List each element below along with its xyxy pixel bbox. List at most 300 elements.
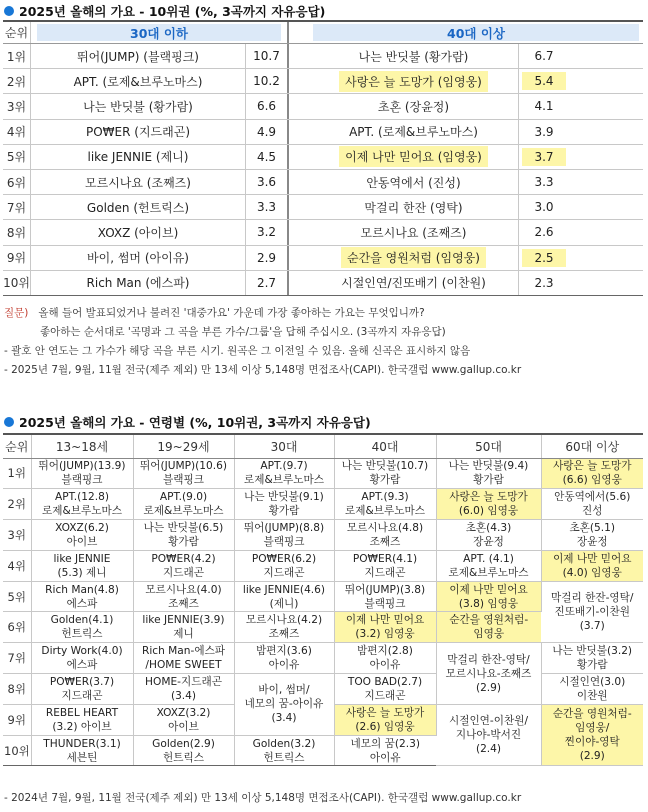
cell-line: 나는 반딧불(9.4) bbox=[448, 460, 529, 473]
cell-line: HOME-지드래곤 bbox=[145, 675, 222, 688]
bullet-icon bbox=[4, 6, 14, 16]
rank-cell: 6위 bbox=[3, 612, 31, 643]
cell-30s bbox=[234, 581, 334, 612]
cell-line: 뛰어(JUMP)(13.9) bbox=[38, 460, 126, 473]
cell-line: 조째즈 bbox=[268, 628, 300, 641]
cell-line: (2.4) bbox=[475, 743, 502, 756]
song-cell-40s-over bbox=[309, 44, 519, 68]
cell-line: 초혼(4.3) bbox=[465, 521, 512, 534]
cell-line: 이찬원 bbox=[576, 689, 608, 702]
age-group-header: 40대 bbox=[334, 434, 436, 458]
song-cell-40s-over bbox=[309, 170, 519, 194]
column-gap bbox=[289, 220, 309, 244]
cell-60s-over bbox=[541, 581, 643, 643]
cell-line: (3.4) bbox=[271, 712, 297, 725]
cell-line: 지드래곤 bbox=[263, 566, 305, 579]
cell-19-29 bbox=[133, 489, 234, 520]
cell-line: 나는 반딧불(3.2) bbox=[552, 645, 633, 658]
cell-line: 지드래곤 bbox=[61, 689, 103, 702]
cell-line: (3.2) 아이브 bbox=[52, 720, 112, 733]
cell-50s bbox=[436, 489, 541, 520]
rank-cell: 8위 bbox=[3, 220, 31, 244]
cell-line: XOXZ(6.2) bbox=[55, 521, 109, 534]
cell-13-18 bbox=[31, 674, 133, 705]
cell-line: Rich Man(4.8) bbox=[45, 583, 119, 596]
cell-line: 사랑은 늘 도망가 bbox=[449, 491, 528, 504]
cell-line: (6.6) 임영웅 bbox=[562, 474, 622, 487]
song-text: 나는 반딧불 (황가람) bbox=[358, 49, 469, 64]
cell-line: APT.(9.7) bbox=[260, 460, 308, 473]
cell-19-29 bbox=[133, 550, 234, 581]
age-group-header: 19~29세 bbox=[133, 434, 234, 458]
song-text: 모르시나요 (조째즈) bbox=[360, 225, 467, 240]
cell-line: 에스파 bbox=[66, 597, 98, 610]
note-line-2: - 2025년 7월, 9월, 11월 전국(제주 제외) 만 13세 이상 5,148명 면접조사(CAPI). 한국갤럽 www.gallup.co.kr bbox=[4, 364, 522, 376]
cell-line: (3.8) 임영웅 bbox=[458, 597, 519, 610]
cell-line: (3.2) 임영웅 bbox=[355, 628, 415, 641]
cell-30s bbox=[234, 489, 334, 520]
song-cell-40s-over bbox=[309, 271, 519, 295]
question-label: 질문) bbox=[4, 307, 29, 319]
cell-line: APT.(9.3) bbox=[361, 491, 409, 504]
cell-line: Rich Man-에스파 bbox=[141, 645, 226, 658]
cell-line: 모르시나요(4.0) bbox=[145, 583, 222, 596]
cell-line: PO₩ER(4.1) bbox=[352, 552, 418, 565]
song-cell-30s-under: XOXZ (아이브) bbox=[31, 220, 246, 244]
table-row bbox=[3, 220, 643, 245]
percent-cell-40s-over bbox=[519, 170, 569, 194]
cell-line: 모르시나요(4.2) bbox=[245, 614, 323, 627]
column-gap bbox=[289, 94, 309, 118]
age-group-header: 30대 bbox=[234, 434, 334, 458]
cell-line: 아이유 bbox=[268, 659, 300, 672]
cell-line: 시절인연(3.0) bbox=[559, 675, 626, 688]
top10-table-body bbox=[3, 44, 643, 296]
cell-60s-over bbox=[541, 643, 643, 674]
cell-13-18 bbox=[31, 550, 133, 581]
cell-line: 모르시나요(4.8) bbox=[346, 521, 424, 534]
cell-line: like JENNIE(4.6) bbox=[242, 583, 326, 596]
cell-30s bbox=[234, 735, 334, 766]
cell-line: 임영웅 bbox=[473, 628, 505, 641]
column-gap bbox=[289, 69, 309, 93]
cell-line: (제니) bbox=[269, 597, 299, 610]
percent-cell-30s-under: 3.6 bbox=[246, 170, 289, 194]
cell-line: 순간을 영원처럼- bbox=[449, 614, 529, 627]
rank-cell: 10위 bbox=[3, 735, 31, 766]
cell-40s bbox=[334, 458, 436, 489]
song-cell-30s-under: like JENNIE (제니) bbox=[31, 145, 246, 169]
cell-line: 뛰어(JUMP)(10.6) bbox=[140, 460, 227, 473]
table-row bbox=[3, 550, 643, 581]
rank-cell: 5위 bbox=[3, 145, 31, 169]
cell-line: 지드래곤 bbox=[364, 566, 406, 579]
song-text: 시절인연/진또배기 (이찬원) bbox=[341, 276, 486, 291]
cell-50s bbox=[436, 704, 541, 766]
cell-line: 뛰어(JUMP)(8.8) bbox=[243, 521, 325, 534]
percent-cell-30s-under: 2.9 bbox=[246, 246, 289, 270]
table-row bbox=[3, 145, 643, 170]
cell-line: (2.9) bbox=[475, 681, 502, 694]
song-text: APT. (로제&브루노마스) bbox=[349, 125, 478, 140]
question-line-2: 좋아하는 순서대로 '곡명과 그 곡을 부른 가수/그룹'을 답해 주십시오. (3곡까지 자유응답) bbox=[40, 326, 446, 338]
column-gap bbox=[289, 246, 309, 270]
cell-line: (3.4) bbox=[170, 689, 197, 702]
cell-50s bbox=[436, 458, 541, 489]
cell-40s bbox=[334, 643, 436, 674]
cell-line: REBEL HEART bbox=[45, 706, 119, 719]
cell-line: 임영웅/ bbox=[575, 722, 610, 735]
song-cell-40s-over bbox=[309, 220, 519, 244]
cell-19-29 bbox=[133, 643, 234, 674]
bullet-icon bbox=[4, 417, 14, 427]
cell-19-29 bbox=[133, 735, 234, 766]
cell-line: 안동역에서(5.6) bbox=[554, 491, 631, 504]
cell-line: 아이유 bbox=[369, 659, 401, 672]
cell-line: 나는 반딧불(6.5) bbox=[143, 521, 224, 534]
cell-line: 아이브 bbox=[168, 720, 199, 733]
table-row bbox=[3, 120, 643, 145]
age-group-header: 13~18세 bbox=[31, 434, 133, 458]
cell-line: 네모의 꿈(2.3) bbox=[350, 737, 420, 750]
cell-line: 로제&브루노마스 bbox=[244, 474, 324, 487]
cell-line: 헌트릭스 bbox=[263, 751, 305, 764]
table-row bbox=[3, 458, 643, 489]
cell-line: 블랙핑크 bbox=[163, 474, 204, 487]
cell-60s-over bbox=[541, 704, 643, 766]
cell-13-18 bbox=[31, 612, 133, 643]
cell-13-18 bbox=[31, 735, 133, 766]
song-cell-30s-under: Rich Man (에스파) bbox=[31, 271, 246, 295]
cell-line: 에스파 bbox=[66, 659, 98, 672]
cell-40s bbox=[334, 581, 436, 612]
cell-line: 시절인연-이찬원/ bbox=[448, 715, 529, 728]
cell-line: like JENNIE(3.9) bbox=[142, 614, 225, 627]
percent-text: 2.6 bbox=[534, 225, 554, 240]
age-group-table-header bbox=[3, 434, 643, 458]
top10-table-header bbox=[3, 20, 643, 44]
percent-cell-30s-under: 3.2 bbox=[246, 220, 289, 244]
footer-note: - 2024년 7월, 9월, 11월 전국(제주 제외) 만 13세 이상 5,148명 면접조사(CAPI). 한국갤럽 www.gallup.co.kr bbox=[4, 792, 522, 804]
cell-line: 진성 bbox=[582, 505, 603, 518]
percent-cell-30s-under: 10.2 bbox=[246, 69, 289, 93]
song-cell-30s-under: PO₩ER (지드래곤) bbox=[31, 120, 246, 144]
cell-30s bbox=[234, 674, 334, 736]
cell-line: 로제&브루노마스 bbox=[448, 566, 529, 579]
table-row bbox=[3, 69, 643, 94]
cell-line: 지드래곤 bbox=[364, 689, 406, 702]
cell-60s-over bbox=[541, 520, 643, 551]
rank-cell: 3위 bbox=[3, 94, 31, 118]
percent-text: 4.1 bbox=[534, 99, 554, 114]
rank-cell: 4위 bbox=[3, 120, 31, 144]
percent-cell-40s-over bbox=[519, 44, 569, 68]
cell-40s bbox=[334, 550, 436, 581]
cell-line: 황가람 bbox=[168, 535, 199, 548]
cell-60s-over bbox=[541, 550, 643, 581]
rank-cell: 9위 bbox=[3, 704, 31, 735]
cell-line: 나는 반딧불(10.7) bbox=[341, 460, 429, 473]
percent-text: 2.3 bbox=[534, 275, 554, 290]
cell-line: 이제 나만 믿어요 bbox=[345, 614, 425, 627]
cell-line: (2.9) bbox=[579, 750, 605, 763]
table-row bbox=[3, 520, 643, 551]
cell-19-29 bbox=[133, 520, 234, 551]
cell-line: Golden(2.9) bbox=[152, 737, 215, 750]
cell-19-29 bbox=[133, 581, 234, 612]
cell-line: 블랙핑크 bbox=[61, 474, 103, 487]
cell-40s bbox=[334, 520, 436, 551]
rank-cell: 9위 bbox=[3, 246, 31, 270]
cell-line: 조째즈 bbox=[168, 597, 199, 610]
cell-line: 초혼(5.1) bbox=[569, 521, 616, 534]
cell-line: 황가람 bbox=[369, 474, 401, 487]
percent-text: 2.5 bbox=[522, 249, 565, 267]
percent-cell-30s-under: 3.3 bbox=[246, 195, 289, 219]
cell-line: Golden(3.2) bbox=[252, 737, 316, 750]
song-cell-40s-over bbox=[309, 69, 519, 93]
percent-cell-40s-over bbox=[519, 246, 569, 270]
cell-19-29 bbox=[133, 674, 234, 705]
cell-line: XOXZ(3.2) bbox=[156, 706, 211, 719]
cell-line: like JENNIE bbox=[53, 552, 111, 565]
cell-40s bbox=[334, 674, 436, 705]
cell-line: 아이유 bbox=[369, 751, 401, 764]
question-line-1: 올해 들어 발표되었거나 불려진 '대중가요' 가운데 가장 좋아하는 가요는 무엇입니까? bbox=[38, 307, 425, 319]
percent-cell-40s-over bbox=[519, 120, 569, 144]
cell-line: 사랑은 늘 도망가 bbox=[345, 706, 425, 719]
cell-line: 조째즈 bbox=[369, 535, 401, 548]
cell-13-18 bbox=[31, 581, 133, 612]
table-row bbox=[3, 195, 643, 220]
cell-line: Golden(4.1) bbox=[50, 614, 114, 627]
column-gap bbox=[289, 120, 309, 144]
cell-40s bbox=[334, 704, 436, 735]
rank-cell: 2위 bbox=[3, 489, 31, 520]
rank-cell: 4위 bbox=[3, 550, 31, 581]
cell-line: 이제 나만 믿어요 bbox=[553, 552, 632, 565]
song-cell-30s-under: Golden (헌트릭스) bbox=[31, 195, 246, 219]
percent-text: 3.3 bbox=[534, 175, 554, 190]
rank-cell: 7위 bbox=[3, 195, 31, 219]
cell-line: 밤편지(2.8) bbox=[357, 645, 413, 658]
song-cell-30s-under: 뛰어(JUMP) (블랙핑크) bbox=[31, 44, 246, 68]
table-row bbox=[3, 489, 643, 520]
column-gap bbox=[289, 195, 309, 219]
cell-line: APT.(9.0) bbox=[159, 491, 208, 504]
percent-cell-30s-under: 6.6 bbox=[246, 94, 289, 118]
cell-line: 지드래곤 bbox=[163, 566, 204, 579]
percent-cell-30s-under: 4.9 bbox=[246, 120, 289, 144]
table-row bbox=[3, 581, 643, 612]
cell-line: 찐이야-영탁 bbox=[564, 736, 620, 749]
cell-line: 사랑은 늘 도망가 bbox=[553, 460, 632, 473]
percent-text: 5.4 bbox=[522, 72, 565, 90]
cell-line: 장윤정 bbox=[473, 535, 504, 548]
cell-line: PO₩ER(6.2) bbox=[251, 552, 317, 565]
top10-table bbox=[3, 20, 643, 296]
age-group-header: 50대 bbox=[436, 434, 541, 458]
table-row bbox=[3, 44, 643, 69]
cell-60s-over bbox=[541, 489, 643, 520]
cell-line: THUNDER(3.1) bbox=[43, 737, 121, 750]
cell-19-29 bbox=[133, 458, 234, 489]
song-cell-40s-over bbox=[309, 145, 519, 169]
table-row bbox=[3, 170, 643, 195]
cell-60s-over bbox=[541, 458, 643, 489]
cell-line: 진또배기-이찬원 bbox=[554, 605, 630, 618]
cell-line: 밤편지(3.6) bbox=[256, 645, 312, 658]
cell-line: 헌트릭스 bbox=[163, 751, 204, 764]
cell-50s bbox=[436, 550, 541, 581]
age-group-table bbox=[3, 433, 643, 766]
table-row bbox=[3, 271, 643, 296]
cell-30s bbox=[234, 643, 334, 674]
cell-40s bbox=[334, 489, 436, 520]
song-cell-30s-under: 모르시나요 (조째즈) bbox=[31, 170, 246, 194]
cell-line: 황가람 bbox=[268, 505, 300, 518]
percent-cell-30s-under: 10.7 bbox=[246, 44, 289, 68]
cell-40s bbox=[334, 612, 436, 643]
note-line-1: - 괄호 안 연도는 그 가수가 해당 곡을 부른 시기. 원곡은 그 이전일 수 있음. 올해 신곡은 표시하지 않음 bbox=[4, 345, 471, 357]
cell-line: PO₩ER(3.7) bbox=[49, 675, 115, 688]
cell-line: 세븐틴 bbox=[66, 751, 98, 764]
percent-text: 3.7 bbox=[522, 148, 565, 166]
rank-header: 순위 bbox=[3, 22, 31, 43]
cell-13-18 bbox=[31, 643, 133, 674]
percent-cell-40s-over bbox=[519, 195, 569, 219]
cell-30s bbox=[234, 612, 334, 643]
rank-cell: 1위 bbox=[3, 458, 31, 489]
percent-cell-40s-over bbox=[519, 220, 569, 244]
table-row bbox=[3, 246, 643, 271]
rank-cell: 1위 bbox=[3, 44, 31, 68]
percent-text: 6.7 bbox=[534, 49, 554, 64]
cell-line: TOO BAD(2.7) bbox=[347, 675, 423, 688]
song-cell-30s-under: 바이, 썸머 (아이유) bbox=[31, 246, 246, 270]
cell-30s bbox=[234, 458, 334, 489]
cell-line: PO₩ER(4.2) bbox=[151, 552, 216, 565]
group-header-30s-under: 30대 이하 bbox=[37, 24, 281, 41]
cell-13-18 bbox=[31, 458, 133, 489]
song-text: 순간을 영원처럼 (임영웅) bbox=[341, 247, 486, 268]
rank-cell: 3위 bbox=[3, 520, 31, 551]
cell-line: 블랙핑크 bbox=[364, 597, 406, 610]
cell-line: (2.6) 임영웅 bbox=[355, 720, 415, 733]
song-cell-40s-over bbox=[309, 246, 519, 270]
age-group-header: 60대 이상 bbox=[541, 434, 643, 458]
survey-notes bbox=[4, 304, 644, 380]
cell-line: 네모의 꿈-아이유 bbox=[244, 698, 324, 711]
cell-line: 블랙핑크 bbox=[263, 535, 305, 548]
song-cell-30s-under: APT. (로제&브루노마스) bbox=[31, 69, 246, 93]
cell-line: APT. (4.1) bbox=[463, 552, 514, 565]
cell-line: /HOME SWEET bbox=[145, 659, 222, 672]
cell-19-29 bbox=[133, 704, 234, 735]
percent-cell-40s-over bbox=[519, 145, 569, 169]
cell-50s bbox=[436, 581, 541, 612]
cell-line: (5.3) 제니 bbox=[57, 566, 107, 579]
rank-cell: 5위 bbox=[3, 581, 31, 612]
cell-13-18 bbox=[31, 520, 133, 551]
cell-13-18 bbox=[31, 704, 133, 735]
cell-50s bbox=[436, 612, 541, 643]
cell-50s bbox=[436, 643, 541, 705]
percent-cell-40s-over bbox=[519, 69, 569, 93]
cell-line: (6.0) 임영웅 bbox=[458, 505, 519, 518]
section1-title bbox=[4, 2, 325, 20]
cell-line: 로제&브루노마스 bbox=[42, 505, 122, 518]
rank-cell: 2위 bbox=[3, 69, 31, 93]
cell-line: 나는 반딧불(9.1) bbox=[244, 491, 324, 504]
cell-line: 바이, 썸머/ bbox=[258, 684, 310, 697]
section2-title bbox=[4, 413, 371, 431]
cell-line: 로제&브루노마스 bbox=[143, 505, 224, 518]
cell-line: 모르시나요-조째즈 bbox=[445, 667, 532, 680]
song-cell-40s-over bbox=[309, 195, 519, 219]
percent-text: 3.9 bbox=[534, 124, 554, 139]
percent-cell-30s-under: 2.7 bbox=[246, 271, 289, 295]
cell-50s bbox=[436, 520, 541, 551]
song-cell-40s-over bbox=[309, 120, 519, 144]
rank-header: 순위 bbox=[3, 434, 31, 458]
column-gap bbox=[289, 44, 309, 68]
column-gap bbox=[289, 271, 309, 295]
cell-40s bbox=[334, 735, 436, 766]
cell-line: 지나야-박서진 bbox=[455, 729, 522, 742]
percent-cell-40s-over bbox=[519, 271, 569, 295]
table-row bbox=[3, 674, 643, 705]
song-text: 이제 나만 믿어요 (임영웅) bbox=[339, 146, 488, 167]
cell-line: 뛰어(JUMP)(3.8) bbox=[344, 583, 426, 596]
song-text: 막걸리 한잔 (영탁) bbox=[364, 200, 463, 215]
percent-cell-40s-over bbox=[519, 94, 569, 118]
table-row bbox=[3, 94, 643, 119]
rank-cell: 6위 bbox=[3, 170, 31, 194]
table-row bbox=[3, 643, 643, 674]
group-header-40s-over: 40대 이상 bbox=[313, 24, 639, 41]
percent-cell-30s-under: 4.5 bbox=[246, 145, 289, 169]
song-text: 사랑은 늘 도망가 (임영웅) bbox=[339, 71, 488, 92]
cell-line: 순간을 영원처럼- bbox=[552, 708, 632, 721]
section2-title-text: 2025년 올해의 가요 - 연령별 (%, 10위권, 3곡까지 자유응답) bbox=[19, 415, 371, 430]
cell-line: 막걸리 한잔-영탁/ bbox=[551, 591, 634, 604]
cell-line: APT.(12.8) bbox=[54, 491, 110, 504]
cell-line: 제니 bbox=[173, 628, 194, 641]
cell-line: 장윤정 bbox=[576, 535, 608, 548]
column-gap bbox=[289, 145, 309, 169]
cell-line: (4.0) 임영웅 bbox=[562, 566, 622, 579]
cell-60s-over bbox=[541, 674, 643, 705]
song-text: 안동역에서 (진성) bbox=[366, 175, 461, 190]
cell-30s bbox=[234, 520, 334, 551]
rank-cell: 8위 bbox=[3, 674, 31, 705]
rank-cell: 7위 bbox=[3, 643, 31, 674]
percent-text: 3.0 bbox=[534, 200, 554, 215]
song-cell-40s-over bbox=[309, 94, 519, 118]
cell-line: 아이브 bbox=[66, 535, 98, 548]
song-cell-30s-under: 나는 반딧불 (황가람) bbox=[31, 94, 246, 118]
column-gap bbox=[289, 170, 309, 194]
cell-line: 황가람 bbox=[576, 659, 608, 672]
cell-line: 황가람 bbox=[473, 474, 504, 487]
song-text: 초혼 (장윤정) bbox=[377, 99, 450, 114]
cell-line: (3.7) bbox=[579, 619, 605, 632]
cell-line: 막걸리 한잔-영탁/ bbox=[447, 653, 530, 666]
rank-cell: 10위 bbox=[3, 271, 31, 295]
cell-19-29 bbox=[133, 612, 234, 643]
cell-line: Dirty Work(4.0) bbox=[41, 645, 123, 658]
